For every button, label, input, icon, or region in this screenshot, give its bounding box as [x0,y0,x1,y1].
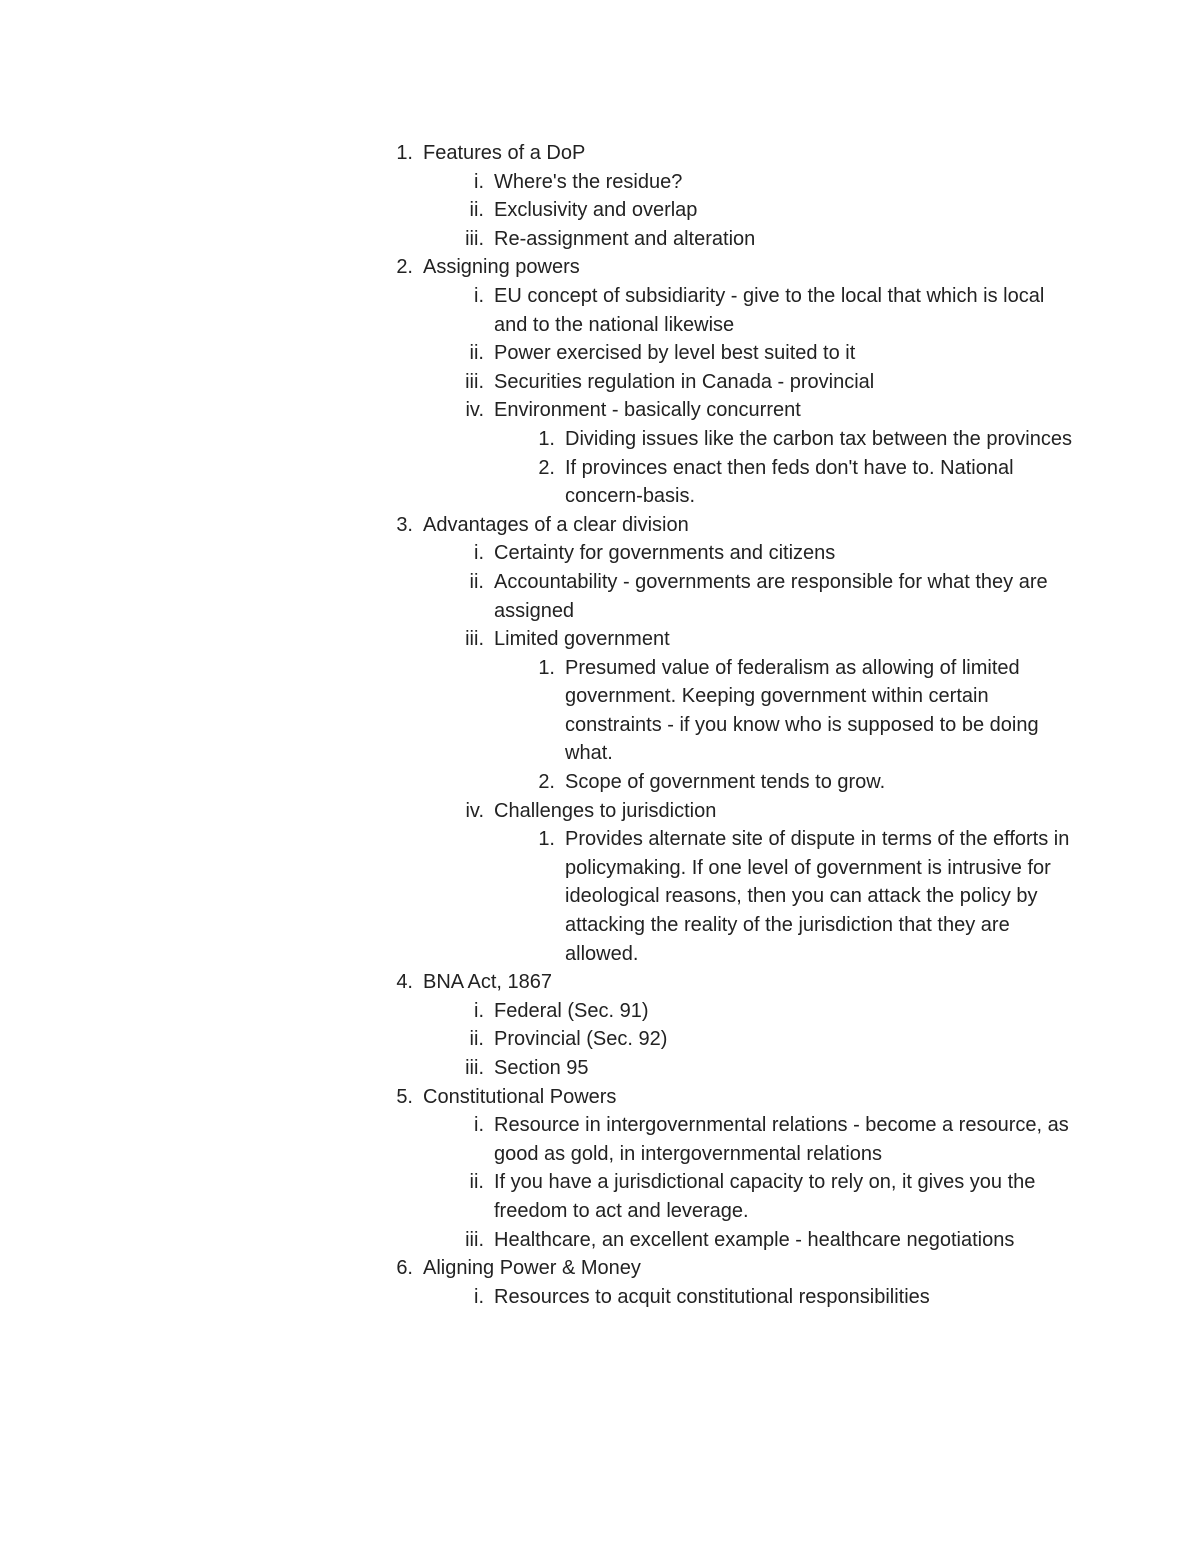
outline-item-level-2 [384,1283,1074,1312]
outline-item-level-2 [384,1111,1074,1168]
list-marker: ii. [469,342,484,365]
outline-item-level-2 [384,797,1074,826]
outline-item-level-1 [384,968,1074,997]
list-marker: 6. [396,1257,413,1280]
outline-item-level-2 [384,168,1074,197]
list-marker: 1. [538,427,555,450]
outline-item-level-3 [384,425,1074,454]
list-marker: 1. [538,656,555,679]
list-marker: i. [474,284,484,307]
outline-item-level-2 [384,282,1074,339]
list-item-text: Re-assignment and alteration [494,227,756,250]
outline-item-level-3 [384,768,1074,797]
outline-item-level-1 [384,1083,1074,1112]
list-item-text: Challenges to jurisdiction [494,799,717,822]
outline-item-level-2 [384,997,1074,1026]
list-item-text: Provincial (Sec. 92) [494,1028,668,1051]
list-item-text: Resource in intergovernmental relations - become a resource, as good as gold, in intergovernmental relations [494,1114,1069,1165]
list-item-text: Provides alternate site of dispute in terms of the efforts in policymaking. If one level of government is intrusive for ideological reasons, then you can attack the policy by attacking the reality of the jurisdiction that they are allowed. [565,828,1070,965]
list-marker: 1. [396,142,413,164]
list-marker: i. [474,170,484,193]
outline-item-level-2 [384,568,1074,625]
list-item-text: Constitutional Powers [423,1085,617,1108]
outline-item-level-2 [384,339,1074,368]
list-item-text: Environment - basically concurrent [494,399,801,422]
list-marker: i. [474,1114,484,1137]
list-item-text: Presumed value of federalism as allowing of limited government. Keeping government within certain constraints - if you know who is supposed to be doing what. [565,656,1039,765]
list-item-text: Where's the residue? [494,170,683,193]
outline-item-level-2 [384,539,1074,568]
list-item-text: Limited government [494,628,670,651]
list-item-text: Resources to acquit constitutional responsibilities [494,1285,930,1308]
outline-item-level-2 [384,1168,1074,1225]
list-marker: iii. [465,370,484,393]
list-item-text: EU concept of subsidiarity - give to the local that which is local and to the national likewise [494,284,1045,336]
list-marker: i. [474,542,484,565]
list-marker: iii. [465,1228,484,1251]
outline-item-level-2 [384,396,1074,425]
list-marker: iv. [465,399,484,422]
list-item-text: Scope of government tends to grow. [565,771,886,794]
list-marker: 2. [538,456,555,479]
list-marker: iii. [465,227,484,250]
list-marker: ii. [469,570,484,593]
list-item-text: Dividing issues like the carbon tax between the provinces [565,427,1072,450]
list-marker: 5. [396,1085,413,1108]
outline-item-level-2 [384,1226,1074,1255]
outline-item-level-3 [384,825,1074,968]
list-marker: 1. [538,828,555,851]
list-item-text: Healthcare, an excellent example - healthcare negotiations [494,1228,1015,1251]
outline-item-level-1 [384,253,1074,282]
outline-item-level-3 [384,454,1074,511]
outline-item-level-2 [384,625,1074,654]
list-marker: ii. [469,199,484,222]
list-marker: iv. [465,799,484,822]
list-item-text: If you have a jurisdictional capacity to rely on, it gives you the freedom to act and leverage. [494,1171,1036,1222]
list-marker: 3. [396,513,413,536]
outline-item-level-2 [384,225,1074,254]
outline-item-level-2 [384,196,1074,225]
list-item-text: Assigning powers [423,256,580,279]
list-marker: iii. [465,1057,484,1079]
list-item-text: Exclusivity and overlap [494,199,698,222]
list-marker: i. [474,1285,484,1308]
list-item-text: Advantages of a clear division [423,513,689,536]
list-item-text: Securities regulation in Canada - provincial [494,370,875,393]
outline-list [384,139,1074,1311]
list-marker: 4. [396,971,413,994]
list-marker: 2. [396,256,413,279]
list-item-text: BNA Act, 1867 [423,971,552,994]
outline-item-level-2 [384,368,1074,397]
list-marker: ii. [469,1028,484,1051]
outline-item-level-2 [384,1054,1074,1083]
list-item-text: If provinces enact then feds don't have to. National concern-basis. [565,456,1014,508]
outline-item-level-3 [384,654,1074,768]
list-item-text: Certainty for governments and citizens [494,542,836,565]
list-item-text: Accountability - governments are responsible for what they are assigned [494,570,1048,622]
list-marker: ii. [469,1171,484,1194]
outline-item-level-1 [384,511,1074,540]
list-item-text: Power exercised by level best suited to it [494,342,856,365]
list-item-text: Features of a DoP [423,142,586,164]
list-marker: 2. [538,771,555,794]
list-item-text: Section 95 [494,1057,589,1079]
outline-item-level-1 [384,139,1074,168]
list-marker: i. [474,999,484,1022]
list-item-text: Federal (Sec. 91) [494,999,649,1022]
outline-item-level-1 [384,1254,1074,1283]
outline-item-level-2 [384,1025,1074,1054]
list-item-text: Aligning Power & Money [423,1257,641,1280]
list-marker: iii. [465,628,484,651]
